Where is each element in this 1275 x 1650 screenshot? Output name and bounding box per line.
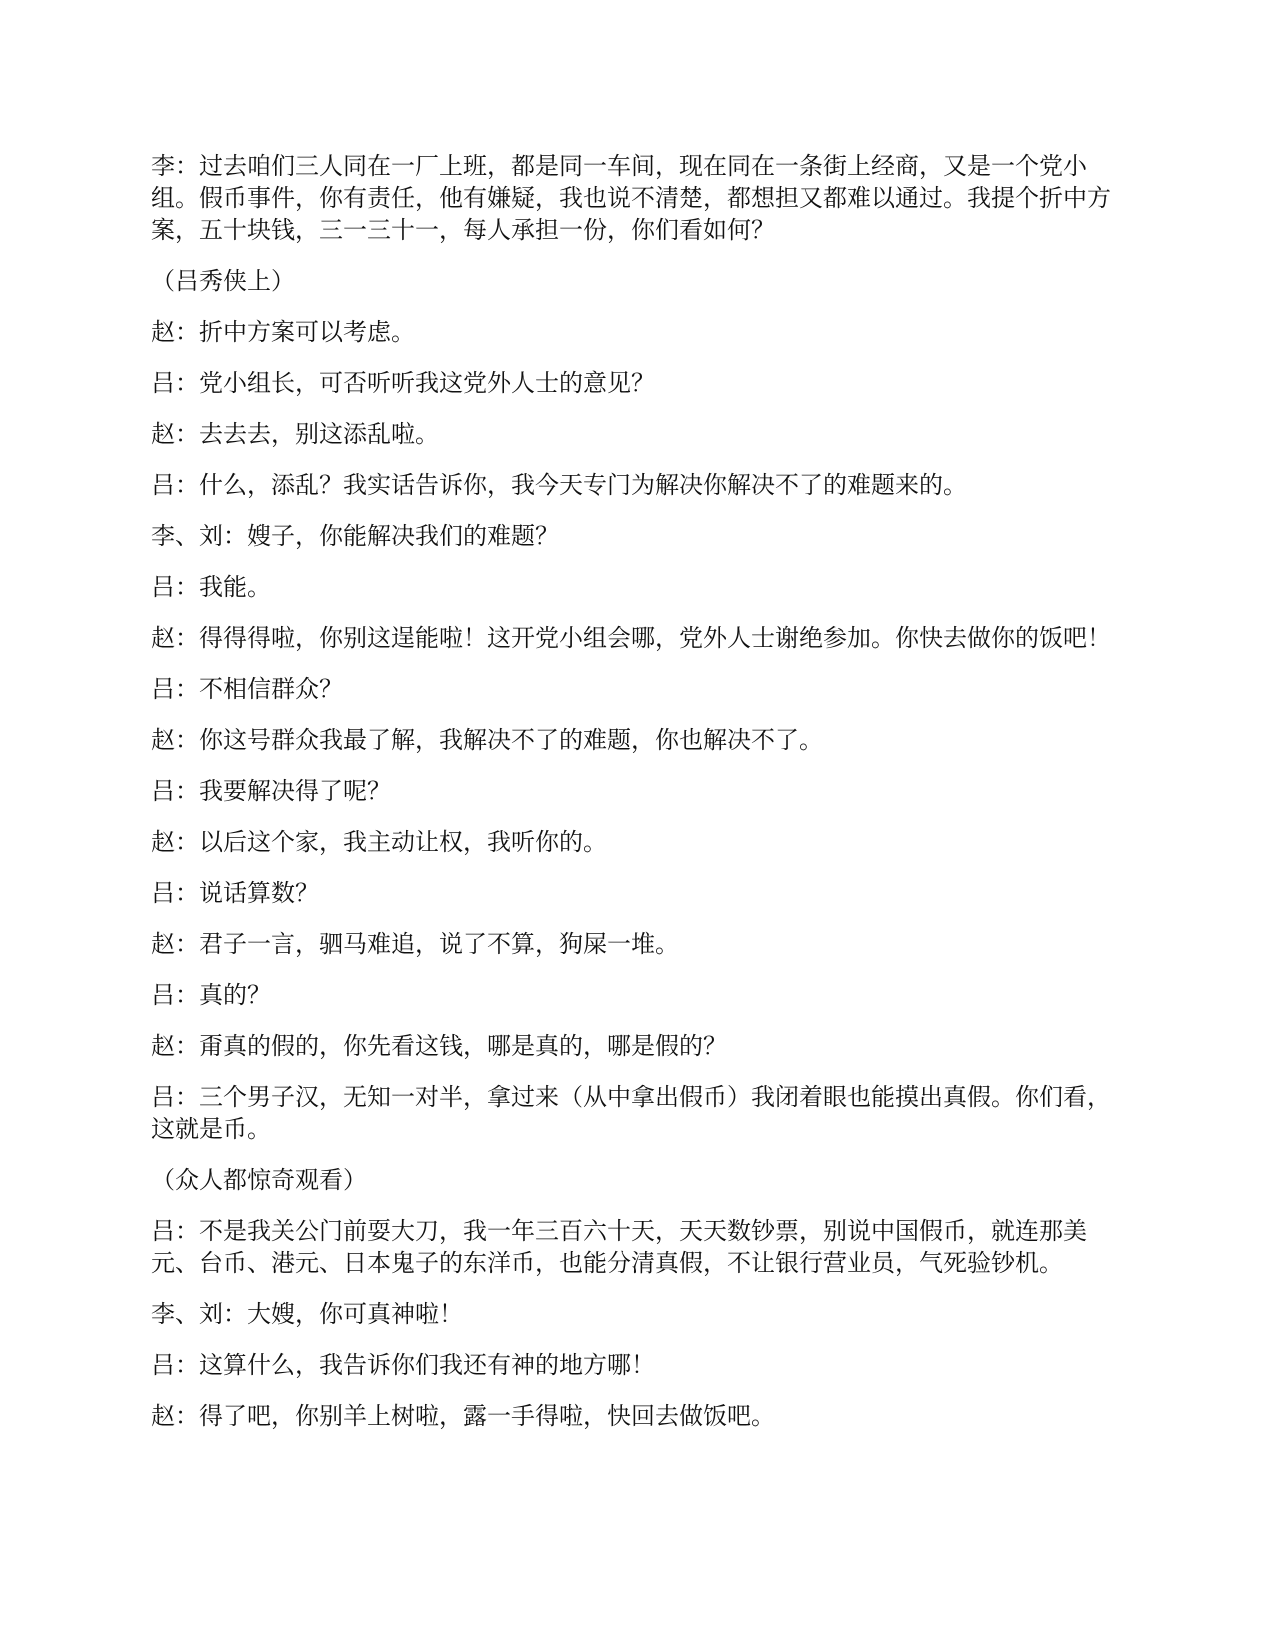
paragraph-4: 吕：党小组长，可否听听我这党外人士的意见？ (151, 369, 655, 397)
paragraph-9: 赵：得得得啦，你别这逞能啦！这开党小组会哪，党外人士谢绝参加。你快去做你的饭吧！ (151, 624, 1111, 652)
paragraph-2: （吕秀侠上） (151, 267, 295, 295)
document-body (151, 150, 1126, 1451)
paragraph-15: 赵：君子一言，驷马难追，说了不算，狗屎一堆。 (151, 930, 679, 958)
paragraph-23: 赵：得了吧，你别羊上树啦，露一手得啦，快回去做饭吧。 (151, 1402, 775, 1430)
paragraph-14: 吕：说话算数？ (151, 879, 319, 907)
paragraph-11: 赵：你这号群众我最了解，我解决不了的难题，你也解决不了。 (151, 726, 823, 754)
paragraph-17: 赵：甭真的假的，你先看这钱，哪是真的，哪是假的？ (151, 1032, 727, 1060)
paragraph-7: 李、刘：嫂子，你能解决我们的难题？ (151, 522, 559, 550)
paragraph-5: 赵：去去去，别这添乱啦。 (151, 420, 439, 448)
paragraph-13: 赵：以后这个家，我主动让权，我听你的。 (151, 828, 607, 856)
paragraph-1: 李：过去咱们三人同在一厂上班，都是同一车间，现在同在一条街上经商，又是一个党小组。假币事件，你有责任，他有嫌疑，我也说不清楚，都想担又都难以通过。我提个折中方案，五十块钱，三一三十一，每人承担一份，你们看如何？ (151, 152, 1111, 244)
paragraph-12: 吕：我要解决得了呢？ (151, 777, 391, 805)
paragraph-10: 吕：不相信群众？ (151, 675, 343, 703)
paragraph-8: 吕：我能。 (151, 573, 271, 601)
paragraph-22: 吕：这算什么，我告诉你们我还有神的地方哪！ (151, 1351, 655, 1379)
paragraph-19: （众人都惊奇观看） (151, 1166, 367, 1194)
paragraph-6: 吕：什么，添乱？我实话告诉你，我今天专门为解决你解决不了的难题来的。 (151, 471, 967, 499)
paragraph-3: 赵：折中方案可以考虑。 (151, 318, 415, 346)
paragraph-16: 吕：真的？ (151, 981, 271, 1009)
paragraph-21: 李、刘：大嫂，你可真神啦！ (151, 1300, 463, 1328)
paragraph-18: 吕：三个男子汉，无知一对半，拿过来（从中拿出假币）我闭着眼也能摸出真假。你们看，这就是币。 (151, 1083, 1111, 1143)
paragraph-20: 吕：不是我关公门前耍大刀，我一年三百六十天，天天数钞票，别说中国假币，就连那美元、台币、港元、日本鬼子的东洋币，也能分清真假，不让银行营业员，气死验钞机。 (151, 1217, 1087, 1277)
